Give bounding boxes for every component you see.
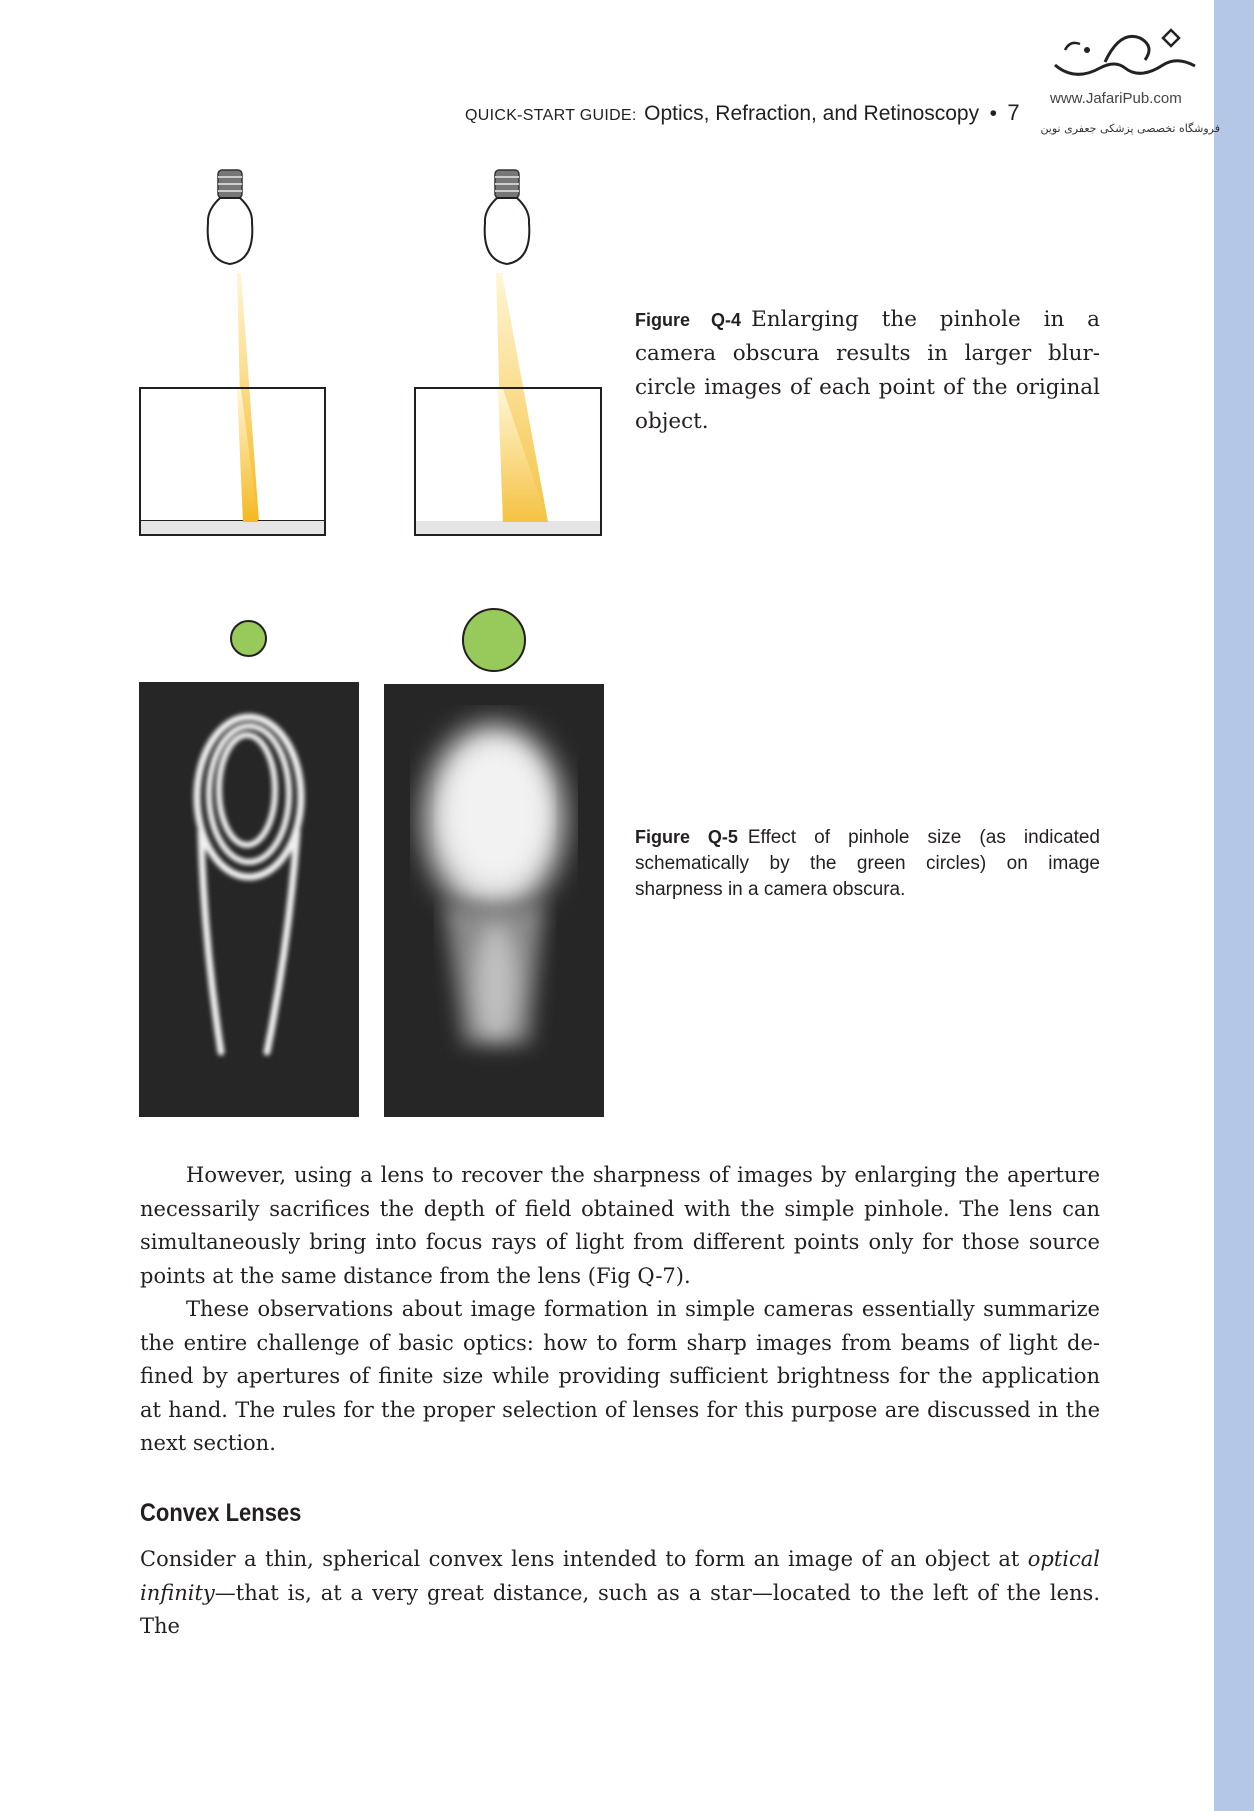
figure-q4-caption-text: Enlarging the pinhole in a camera obscura results in larger blur-circle images of each point of the original object.	[635, 307, 1100, 434]
figure-q5-caption-text: Effect of pinhole size (as indicated schematically by the green circles) on image sharpness in a camera obscura.	[635, 827, 1100, 900]
watermark-url: www.JafariPub.com	[1050, 90, 1182, 107]
large-pinhole-circle	[462, 608, 526, 672]
body-paragraph-3-italic: optical infinity	[140, 1547, 1100, 1605]
figure-q5-label: Figure Q-5	[635, 827, 738, 847]
body-paragraph-1: However, using a lens to recover the sharpness of images by enlarging the aperture necessarily sacrifices the depth of field obtained with the simple pinhole. The lens can simultaneously bring into focus rays of light from different points only for those source points at the same distance from the lens (Fig Q-7).	[140, 1163, 1100, 1288]
figure-q4-illustration	[135, 165, 615, 545]
camera-box-left	[140, 388, 325, 535]
body-paragraph-3-end: —that is, at a very great distance, such as a star—located to the left of the lens. The	[140, 1580, 1100, 1638]
light-bulb-icon-left	[208, 170, 253, 264]
blurred-filament-photo	[384, 684, 604, 1117]
camera-box-right	[415, 388, 601, 535]
light-bulb-icon-right	[485, 170, 530, 264]
running-header	[465, 100, 1225, 126]
small-pinhole-circle	[230, 620, 267, 657]
body-paragraph-3-start: Consider a thin, spherical convex lens intended to form an image of an object at	[140, 1547, 1028, 1571]
page-number: 7	[1007, 100, 1020, 125]
header-bullet: •	[989, 102, 997, 125]
publisher-logo-icon	[1045, 20, 1215, 90]
figure-q4-label: Figure Q-4	[635, 310, 742, 330]
body-paragraph-2: These observations about image formation in simple cameras essentially summarize the entire challenge of basic optics: how to form sharp images from beams of light defined by apertures of finite size while providing sufficient brightness for the application at hand. The rules for the proper selection of lenses for this purpose are discussed in the next section.	[140, 1297, 1100, 1455]
section-heading-convex-lenses: Convex Lenses	[140, 1499, 302, 1527]
sharp-filament-photo	[139, 682, 359, 1117]
figure-q4-caption	[635, 303, 1100, 439]
page-edge-band	[1214, 0, 1254, 1811]
figure-q5-caption	[635, 824, 1100, 903]
header-chapter-title: Optics, Refraction, and Retinoscopy	[644, 102, 980, 125]
watermark-subtitle: فروشگاه تخصصی پزشکی جعفری نوین	[1040, 122, 1220, 135]
body-paragraph-3	[140, 1543, 1100, 1644]
header-guide-label: QUICK-START GUIDE:	[465, 107, 637, 124]
